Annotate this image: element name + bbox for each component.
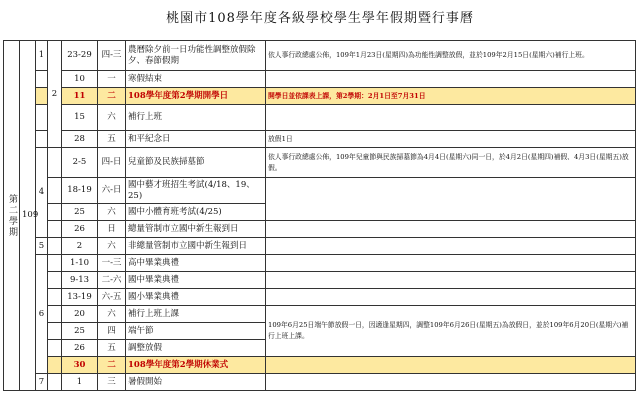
day-cell: 15 [62, 105, 98, 131]
event-cell: 兒童節及民族掃墓節 [126, 148, 266, 178]
note-cell: 依人事行政總處公佈，109年1月23日(星期四)為功能性調整放假，並於109年2月15日(星期六)補行上班。 [266, 41, 636, 71]
table-row [4, 272, 636, 289]
event-cell: 108學年度第2學期休業式 [126, 357, 266, 374]
note-cell: 放假1日 [266, 131, 636, 148]
day-cell: 28 [62, 131, 98, 148]
table-row [4, 306, 636, 323]
event-cell: 國中藝才班招生考試(4/18、19、25) [126, 178, 266, 204]
event-cell: 寒假結束 [126, 71, 266, 88]
event-cell: 暑假開始 [126, 374, 266, 391]
day-cell: 2 [62, 238, 98, 255]
table-row [4, 41, 636, 71]
month-cell: 2 [48, 41, 62, 148]
note-cell: 依人事行政總處公佈，109年兒童節與民族掃墓節為4月4日(星期六)同一日，於4月2日(星期四)補假、4月3日(星期五)放假。 [266, 148, 636, 178]
event-cell: 高中畢業典禮 [126, 255, 266, 272]
day-cell: 25 [62, 323, 98, 340]
weekday-cell: 二-六 [98, 272, 126, 289]
day-cell: 30 [62, 357, 98, 374]
note-cell: 開學日並依課表上課，第2學期：2月1日至7月31日 [266, 88, 636, 105]
event-cell: 國中畢業典禮 [126, 272, 266, 289]
table-row [4, 255, 636, 272]
table-row [4, 178, 636, 204]
weekday-cell: 四 [98, 323, 126, 340]
event-cell: 國小畢業典禮 [126, 289, 266, 306]
event-cell: 和平紀念日 [126, 131, 266, 148]
day-cell: 23-29 [62, 41, 98, 71]
weekday-cell: 二 [98, 357, 126, 374]
table-row-highlight [4, 88, 636, 105]
day-cell: 26 [62, 340, 98, 357]
month-cell: 6 [36, 255, 48, 374]
month-cell: 7 [36, 374, 48, 391]
weekday-cell: 一 [98, 71, 126, 88]
event-cell: 補行上班 [126, 105, 266, 131]
weekday-cell: 二 [98, 88, 126, 105]
event-cell: 國中小體育班考試(4/25) [126, 204, 266, 221]
weekday-cell: 四-三 [98, 41, 126, 71]
day-cell: 2-5 [62, 148, 98, 178]
weekday-cell: 六 [98, 306, 126, 323]
semester-cell: 第二學期 [4, 41, 20, 391]
day-cell: 10 [62, 71, 98, 88]
day-cell: 26 [62, 221, 98, 238]
table-row [4, 374, 636, 391]
table-row-highlight [4, 357, 636, 374]
event-cell: 非總量管制市立國中新生報到日 [126, 238, 266, 255]
table-row [4, 238, 636, 255]
day-cell: 13-19 [62, 289, 98, 306]
table-row [4, 148, 636, 178]
day-cell: 11 [62, 88, 98, 105]
day-cell: 25 [62, 204, 98, 221]
event-cell: 端午節 [126, 323, 266, 340]
day-cell: 9-13 [62, 272, 98, 289]
note-cell: 109年6月25日端午節放假一日，因適逢星期四，調整109年6月26日(星期五)為放假日，並於109年6月20日(星期六)補行上班上課。 [266, 306, 636, 357]
weekday-cell: 四-日 [98, 148, 126, 178]
month-cell: 5 [36, 238, 48, 255]
year-cell: 109 [20, 41, 36, 391]
page-title: 桃園市108學年度各級學校學生學年假期暨行事曆 [166, 11, 474, 26]
day-cell: 1-10 [62, 255, 98, 272]
table-row [4, 221, 636, 238]
weekday-cell: 六-日 [98, 178, 126, 204]
weekday-cell: 五 [98, 131, 126, 148]
event-cell: 農曆除夕前一日功能性調整放假除夕、春節假期 [126, 41, 266, 71]
table-row [4, 71, 636, 88]
calendar-table [3, 40, 636, 391]
weekday-cell: 一-三 [98, 255, 126, 272]
table-row [4, 105, 636, 131]
weekday-cell: 日 [98, 221, 126, 238]
event-cell: 總量管制市立國中新生報到日 [126, 221, 266, 238]
table-row [4, 131, 636, 148]
month-cell: 1 [36, 41, 48, 71]
table-row [4, 289, 636, 306]
weekday-cell: 六 [98, 238, 126, 255]
day-cell: 1 [62, 374, 98, 391]
weekday-cell: 六-五 [98, 289, 126, 306]
day-cell: 20 [62, 306, 98, 323]
day-cell: 18-19 [62, 178, 98, 204]
weekday-cell: 六 [98, 204, 126, 221]
event-cell: 108學年度第2學期開學日 [126, 88, 266, 105]
month-cell: 4 [36, 148, 48, 238]
weekday-cell: 六 [98, 105, 126, 131]
weekday-cell: 五 [98, 340, 126, 357]
weekday-cell: 三 [98, 374, 126, 391]
event-cell: 調整放假 [126, 340, 266, 357]
event-cell: 補行上班上課 [126, 306, 266, 323]
